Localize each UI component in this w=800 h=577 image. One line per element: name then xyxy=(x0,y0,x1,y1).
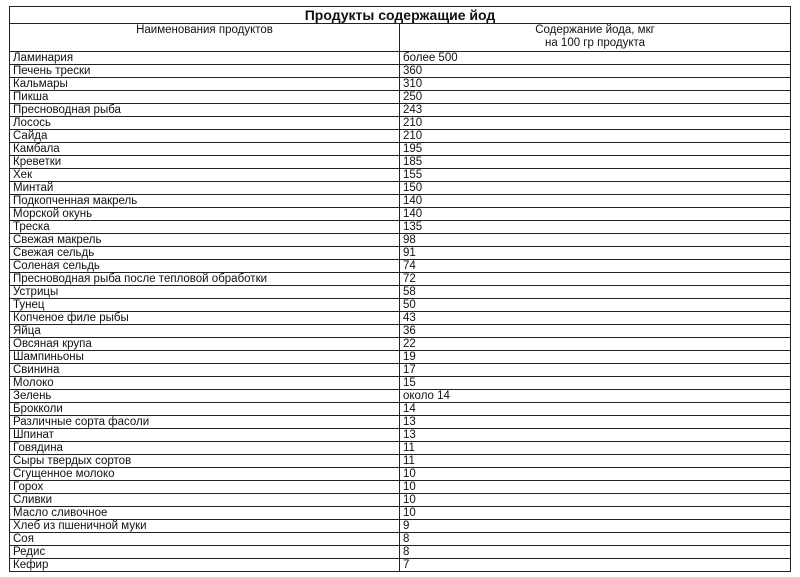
table-row xyxy=(10,520,791,533)
product-name-cell: Овсяная крупа xyxy=(10,338,400,351)
product-name-cell: Лосось xyxy=(10,117,400,130)
product-name-cell: Масло сливочное xyxy=(10,507,400,520)
product-name-cell: Камбала xyxy=(10,143,400,156)
table-row xyxy=(10,390,791,403)
iodine-value-cell: 140 xyxy=(400,195,791,208)
product-name-cell: Говядина xyxy=(10,442,400,455)
iodine-value-cell: 155 xyxy=(400,169,791,182)
product-name-cell: Сыры твердых сортов xyxy=(10,455,400,468)
table-row xyxy=(10,195,791,208)
table-row xyxy=(10,286,791,299)
iodine-value-cell: 140 xyxy=(400,208,791,221)
product-name-cell: Молоко xyxy=(10,377,400,390)
table-row xyxy=(10,299,791,312)
table-row xyxy=(10,260,791,273)
iodine-value-cell: 210 xyxy=(400,130,791,143)
product-name-cell: Горох xyxy=(10,481,400,494)
iodine-value-cell: 74 xyxy=(400,260,791,273)
table-row xyxy=(10,351,791,364)
iodine-value-cell: 10 xyxy=(400,468,791,481)
table-row xyxy=(10,559,791,572)
product-name-cell: Тунец xyxy=(10,299,400,312)
table-row xyxy=(10,65,791,78)
table-row xyxy=(10,442,791,455)
product-name-cell: Свежая сельдь xyxy=(10,247,400,260)
iodine-value-cell: 72 xyxy=(400,273,791,286)
product-name-cell: Устрицы xyxy=(10,286,400,299)
iodine-value-cell: 8 xyxy=(400,533,791,546)
iodine-value-cell: 11 xyxy=(400,455,791,468)
iodine-value-cell: 13 xyxy=(400,416,791,429)
table-row xyxy=(10,507,791,520)
iodine-value-cell: 10 xyxy=(400,507,791,520)
product-name-cell: Соя xyxy=(10,533,400,546)
table-row xyxy=(10,221,791,234)
table-row xyxy=(10,481,791,494)
iodine-value-cell: 7 xyxy=(400,559,791,572)
product-name-cell: Различные сорта фасоли xyxy=(10,416,400,429)
product-name-cell: Свежая макрель xyxy=(10,234,400,247)
product-name-cell: Морской окунь xyxy=(10,208,400,221)
header-iodine-content xyxy=(400,24,791,52)
iodine-value-cell: 98 xyxy=(400,234,791,247)
product-name-cell: Кефир xyxy=(10,559,400,572)
product-name-cell: Кальмары xyxy=(10,78,400,91)
table-row xyxy=(10,117,791,130)
table-row xyxy=(10,208,791,221)
iodine-products-sheet xyxy=(9,6,790,576)
product-name-cell: Копченое филе рыбы xyxy=(10,312,400,325)
header-row xyxy=(10,24,791,52)
table-row xyxy=(10,494,791,507)
product-name-cell: Креветки xyxy=(10,156,400,169)
table-row xyxy=(10,325,791,338)
product-name-cell: Шпинат xyxy=(10,429,400,442)
iodine-value-cell: 15 xyxy=(400,377,791,390)
product-name-cell: Печень трески xyxy=(10,65,400,78)
product-name-cell: Минтай xyxy=(10,182,400,195)
product-name-cell: Хлеб из пшеничной муки xyxy=(10,520,400,533)
table-row xyxy=(10,312,791,325)
product-name-cell: Пикша xyxy=(10,91,400,104)
table-row xyxy=(10,403,791,416)
product-name-cell: Редис xyxy=(10,546,400,559)
product-name-cell: Шампиньоны xyxy=(10,351,400,364)
iodine-value-cell: 210 xyxy=(400,117,791,130)
iodine-value-cell: 22 xyxy=(400,338,791,351)
product-name-cell: Яйца xyxy=(10,325,400,338)
product-name-cell: Зелень xyxy=(10,390,400,403)
table-row xyxy=(10,104,791,117)
iodine-value-cell: 135 xyxy=(400,221,791,234)
header-product-name: Наименования продуктов xyxy=(10,24,400,52)
table-row xyxy=(10,533,791,546)
table-row xyxy=(10,455,791,468)
iodine-value-cell: 91 xyxy=(400,247,791,260)
iodine-value-cell: 36 xyxy=(400,325,791,338)
table-row xyxy=(10,377,791,390)
iodine-value-cell: 43 xyxy=(400,312,791,325)
table-row xyxy=(10,156,791,169)
table-row xyxy=(10,130,791,143)
header-iodine-line1: Содержание йода, мкг xyxy=(535,24,655,36)
table-row xyxy=(10,234,791,247)
iodine-value-cell: 11 xyxy=(400,442,791,455)
table-row xyxy=(10,546,791,559)
iodine-value-cell: 195 xyxy=(400,143,791,156)
iodine-value-cell: 58 xyxy=(400,286,791,299)
table-row xyxy=(10,468,791,481)
product-name-cell: Соленая сельдь xyxy=(10,260,400,273)
product-name-cell: Сливки xyxy=(10,494,400,507)
iodine-value-cell: 10 xyxy=(400,494,791,507)
product-name-cell: Ламинария xyxy=(10,52,400,65)
product-name-cell: Треска xyxy=(10,221,400,234)
iodine-value-cell: 10 xyxy=(400,481,791,494)
product-name-cell: Пресноводная рыба после тепловой обработки xyxy=(10,273,400,286)
iodine-value-cell: 8 xyxy=(400,546,791,559)
product-name-cell: Свинина xyxy=(10,364,400,377)
iodine-value-cell: 14 xyxy=(400,403,791,416)
table-row xyxy=(10,416,791,429)
iodine-value-cell: 9 xyxy=(400,520,791,533)
table-title: Продукты содержащие йод xyxy=(10,7,791,24)
table-row xyxy=(10,338,791,351)
iodine-value-cell: около 14 xyxy=(400,390,791,403)
iodine-value-cell: 150 xyxy=(400,182,791,195)
table-row xyxy=(10,52,791,65)
iodine-value-cell: 243 xyxy=(400,104,791,117)
table-row xyxy=(10,91,791,104)
product-name-cell: Хек xyxy=(10,169,400,182)
iodine-table xyxy=(9,6,791,572)
iodine-value-cell: 310 xyxy=(400,78,791,91)
iodine-value-cell: 19 xyxy=(400,351,791,364)
iodine-value-cell: 17 xyxy=(400,364,791,377)
table-row xyxy=(10,78,791,91)
table-row xyxy=(10,143,791,156)
product-name-cell: Брокколи xyxy=(10,403,400,416)
table-row xyxy=(10,273,791,286)
iodine-value-cell: 250 xyxy=(400,91,791,104)
iodine-value-cell: более 500 xyxy=(400,52,791,65)
header-iodine-line2: на 100 гр продукта xyxy=(544,37,646,49)
title-row xyxy=(10,7,791,24)
product-name-cell: Сайда xyxy=(10,130,400,143)
product-name-cell: Пресноводная рыба xyxy=(10,104,400,117)
iodine-value-cell: 360 xyxy=(400,65,791,78)
product-name-cell: Подкопченная макрель xyxy=(10,195,400,208)
iodine-value-cell: 13 xyxy=(400,429,791,442)
table-row xyxy=(10,247,791,260)
table-row xyxy=(10,429,791,442)
iodine-value-cell: 185 xyxy=(400,156,791,169)
table-row xyxy=(10,169,791,182)
iodine-value-cell: 50 xyxy=(400,299,791,312)
table-row xyxy=(10,364,791,377)
table-row xyxy=(10,182,791,195)
product-name-cell: Сгущенное молоко xyxy=(10,468,400,481)
